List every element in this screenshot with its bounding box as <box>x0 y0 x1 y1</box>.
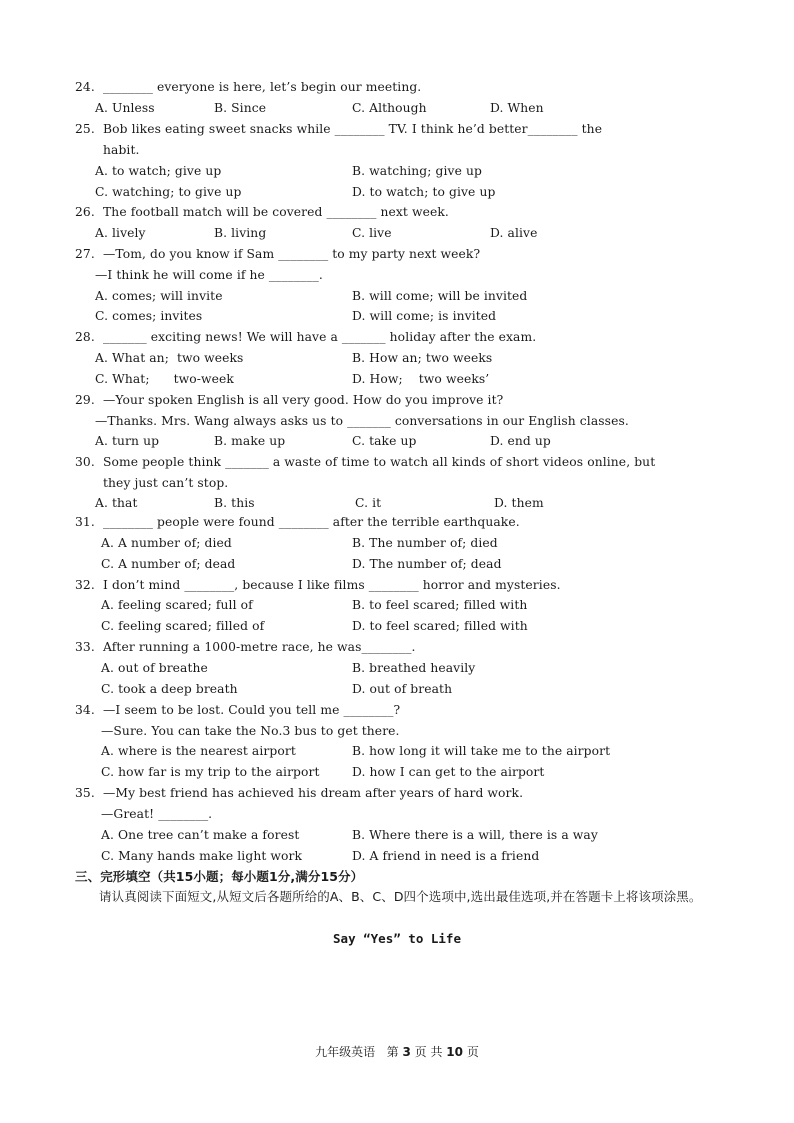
option-d: D. out of breath <box>352 682 453 696</box>
question-stem: Some people think _______ a waste of time to watch all kinds of short videos online, but <box>103 455 656 469</box>
option-b: B. Where there is a will, there is a way <box>352 828 598 842</box>
question-stem: —My best friend has achieved his dream after years of hard work. <box>103 786 524 800</box>
option-d: D. them <box>494 496 544 510</box>
footer-subject: 九年级英语 <box>315 1045 376 1059</box>
footer-total-pages: 10 <box>446 1045 463 1059</box>
question-stem: The football match will be covered ________ next week. <box>103 205 449 219</box>
question-stem: Bob likes eating sweet snacks while ________ TV. I think he’d better________ the <box>103 122 603 136</box>
passage-title: Say “Yes” to Life <box>333 931 461 946</box>
question-number: 24. <box>75 80 95 94</box>
question-number: 28. <box>75 330 95 344</box>
option-a: A. What an; two weeks <box>95 351 244 365</box>
question-number: 25. <box>75 122 95 136</box>
question-stem: ________ everyone is here, let’s begin our meeting. <box>103 80 422 94</box>
option-c: C. how far is my trip to the airport <box>101 765 320 779</box>
option-c: C. it <box>355 496 382 510</box>
question-stem: After running a 1000-metre race, he was________. <box>103 640 416 654</box>
option-a: A. One tree can’t make a forest <box>101 828 300 842</box>
footer-label-end: 页 <box>466 1045 479 1059</box>
option-d: D. How; two weeks’ <box>352 372 490 386</box>
question-number: 35. <box>75 786 95 800</box>
option-c: C. live <box>352 226 392 240</box>
question-number: 34. <box>75 703 95 717</box>
question-stem-continued: —Thanks. Mrs. Wang always asks us to _______ conversations in our English classes. <box>95 414 629 428</box>
option-c: C. A number of; dead <box>101 557 236 571</box>
question-stem: —Tom, do you know if Sam ________ to my party next week? <box>103 247 481 261</box>
option-a: A. feeling scared; full of <box>101 598 253 612</box>
question-stem-continued: —I think he will come if he ________. <box>95 268 323 282</box>
option-c: C. took a deep breath <box>101 682 238 696</box>
question-stem: _______ exciting news! We will have a _______ holiday after the exam. <box>103 330 537 344</box>
option-b: B. breathed heavily <box>352 661 476 675</box>
question-number: 32. <box>75 578 95 592</box>
option-c: C. What; two-week <box>95 372 234 386</box>
question-stem: —Your spoken English is all very good. How do you improve it? <box>103 393 504 407</box>
section-heading: 三、完形填空（共15小题；每小题1分,满分15分） <box>75 869 364 884</box>
option-a: A. A number of; died <box>101 536 232 550</box>
option-a: A. out of breathe <box>101 661 208 675</box>
option-b: B. watching; give up <box>352 164 482 178</box>
option-d: D. to feel scared; filled with <box>352 619 528 633</box>
question-stem: —I seem to be lost. Could you tell me ________? <box>103 703 401 717</box>
option-b: B. How an; two weeks <box>352 351 493 365</box>
option-a: A. that <box>95 496 138 510</box>
option-d: D. alive <box>490 226 538 240</box>
option-c: C. comes; invites <box>95 309 203 323</box>
option-d: D. to watch; to give up <box>352 185 496 199</box>
question-number: 26. <box>75 205 95 219</box>
option-b: B. The number of; died <box>352 536 498 550</box>
option-c: C. watching; to give up <box>95 185 242 199</box>
option-a: A. where is the nearest airport <box>101 744 296 758</box>
option-b: B. to feel scared; filled with <box>352 598 528 612</box>
option-b: B. how long it will take me to the airport <box>352 744 611 758</box>
option-a: A. to watch; give up <box>95 164 222 178</box>
question-stem-continued: —Great! ________. <box>101 807 213 821</box>
question-stem: ________ people were found ________ after the terrible earthquake. <box>103 515 520 529</box>
question-number: 27. <box>75 247 95 261</box>
option-c: C. Many hands make light work <box>101 849 303 863</box>
option-c: C. take up <box>352 434 417 448</box>
option-d: D. how I can get to the airport <box>352 765 545 779</box>
option-a: A. turn up <box>95 434 160 448</box>
option-c: C. Although <box>352 101 427 115</box>
footer-label-of: 页 共 <box>414 1045 443 1059</box>
option-b: B. make up <box>214 434 286 448</box>
section-instruction: 请认真阅读下面短文,从短文后各题所给的A、B、C、D四个选项中,选出最佳选项,并在答题卡上将该项涂黑。 <box>99 889 702 904</box>
page-footer <box>0 1043 794 1060</box>
question-stem-continued: —Sure. You can take the No.3 bus to get there. <box>101 724 400 738</box>
option-a: A. comes; will invite <box>95 289 223 303</box>
option-a: A. Unless <box>95 101 155 115</box>
option-a: A. lively <box>95 226 146 240</box>
option-c: C. feeling scared; filled of <box>101 619 265 633</box>
option-d: D. end up <box>490 434 551 448</box>
footer-page-number: 3 <box>402 1045 411 1059</box>
question-stem-continued: they just can’t stop. <box>103 476 229 490</box>
question-number: 30. <box>75 455 95 469</box>
question-stem: I don’t mind ________, because I like films ________ horror and mysteries. <box>103 578 561 592</box>
option-b: B. Since <box>214 101 267 115</box>
option-b: B. living <box>214 226 267 240</box>
question-number: 33. <box>75 640 95 654</box>
option-d: D. will come; is invited <box>352 309 497 323</box>
question-stem-continued: habit. <box>103 143 140 157</box>
question-number: 29. <box>75 393 95 407</box>
question-number: 31. <box>75 515 95 529</box>
option-b: B. will come; will be invited <box>352 289 528 303</box>
option-b: B. this <box>214 496 255 510</box>
footer-label-page: 第 <box>386 1045 399 1059</box>
option-d: D. A friend in need is a friend <box>352 849 540 863</box>
option-d: D. The number of; dead <box>352 557 502 571</box>
option-d: D. When <box>490 101 544 115</box>
